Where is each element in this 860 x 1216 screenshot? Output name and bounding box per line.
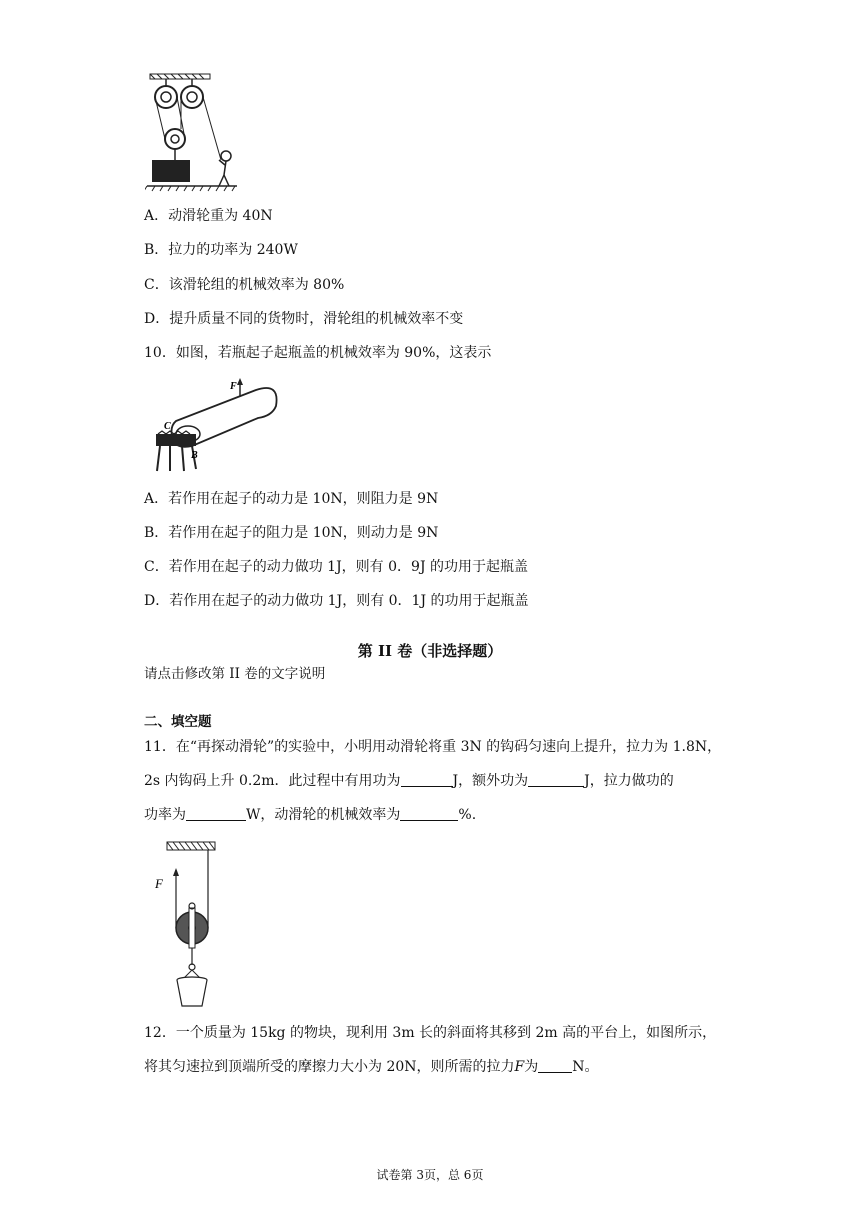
q11-line2 xyxy=(144,772,674,790)
q11-line2-text-b: J，额外功为 xyxy=(452,773,529,789)
label-c: C xyxy=(164,421,171,432)
page-footer: 试卷第 3页，总 6页 xyxy=(376,1168,484,1182)
q9-option-b: B．拉力的功率为 240W xyxy=(144,242,298,258)
q10-stem: 10．如图，若瓶起子起瓶盖的机械效率为 90%，这表示 xyxy=(144,345,492,361)
pulley-system-figure xyxy=(145,72,240,194)
q11-blank-useful-work[interactable] xyxy=(401,772,453,787)
q9-option-d: D．提升质量不同的货物时，滑轮组的机械效率不变 xyxy=(144,311,464,327)
q11-blank-power[interactable] xyxy=(186,806,246,821)
q11-line2-text-c: J，拉力做功的 xyxy=(584,773,674,789)
q10-option-c: C．若作用在起子的动力做功 1J，则有 0．9J 的功用于起瓶盖 xyxy=(144,559,529,575)
q10-option-b: B．若作用在起子的阻力是 10N，则动力是 9N xyxy=(144,525,439,541)
q9-option-c: C．该滑轮组的机械效率为 80% xyxy=(144,277,345,293)
part2-note[interactable]: 请点击修改第 II 卷的文字说明 xyxy=(144,666,326,682)
section-title-fill-blank: 二、填空题 xyxy=(144,714,212,730)
q11-line1: 11．在“再探动滑轮”的实验中，小明用动滑轮将重 3N 的钩码匀速向上提升，拉力为 1.8N， xyxy=(144,739,722,755)
q11-blank-efficiency[interactable] xyxy=(400,806,458,821)
label-b: B xyxy=(191,450,198,461)
q11-line2-text-a: 2s 内钩码上升 0.2m．此过程中有用功为 xyxy=(144,773,401,789)
q12-blank-pull-force[interactable] xyxy=(538,1058,572,1073)
q12-line2-text-b: 为 xyxy=(524,1059,539,1075)
label-f-pulley: F xyxy=(155,876,163,891)
q11-line3-text-c: %. xyxy=(458,807,477,823)
q11-line3-text-a: 功率为 xyxy=(144,807,186,823)
part2-heading: 第 II 卷（非选择题） xyxy=(357,642,503,660)
q11-line3 xyxy=(144,806,476,824)
q10-option-a: A．若作用在起子的动力是 10N，则阻力是 9N xyxy=(144,491,439,507)
q11-blank-extra-work[interactable] xyxy=(528,772,584,787)
q12-line2 xyxy=(144,1058,598,1076)
q9-option-a: A．动滑轮重为 40N xyxy=(144,208,273,224)
bottle-opener-figure xyxy=(148,376,283,474)
q12-line2-text-a: 将其匀速拉到顶端所受的摩擦力大小为 20N，则所需的拉力 xyxy=(144,1059,515,1075)
q10-option-d: D．若作用在起子的动力做功 1J，则有 0．1J 的功用于起瓶盖 xyxy=(144,593,529,609)
movable-pulley-figure xyxy=(152,840,222,1012)
q12-force-symbol: F xyxy=(514,1059,525,1075)
label-f: F xyxy=(230,381,237,392)
q12-line2-text-c: N。 xyxy=(572,1059,599,1075)
q12-line1: 12．一个质量为 15kg 的物块，现利用 3m 长的斜面将其移到 2m 高的平台上，如图所示， xyxy=(144,1025,717,1041)
q11-line3-text-b: W，动滑轮的机械效率为 xyxy=(246,807,401,823)
